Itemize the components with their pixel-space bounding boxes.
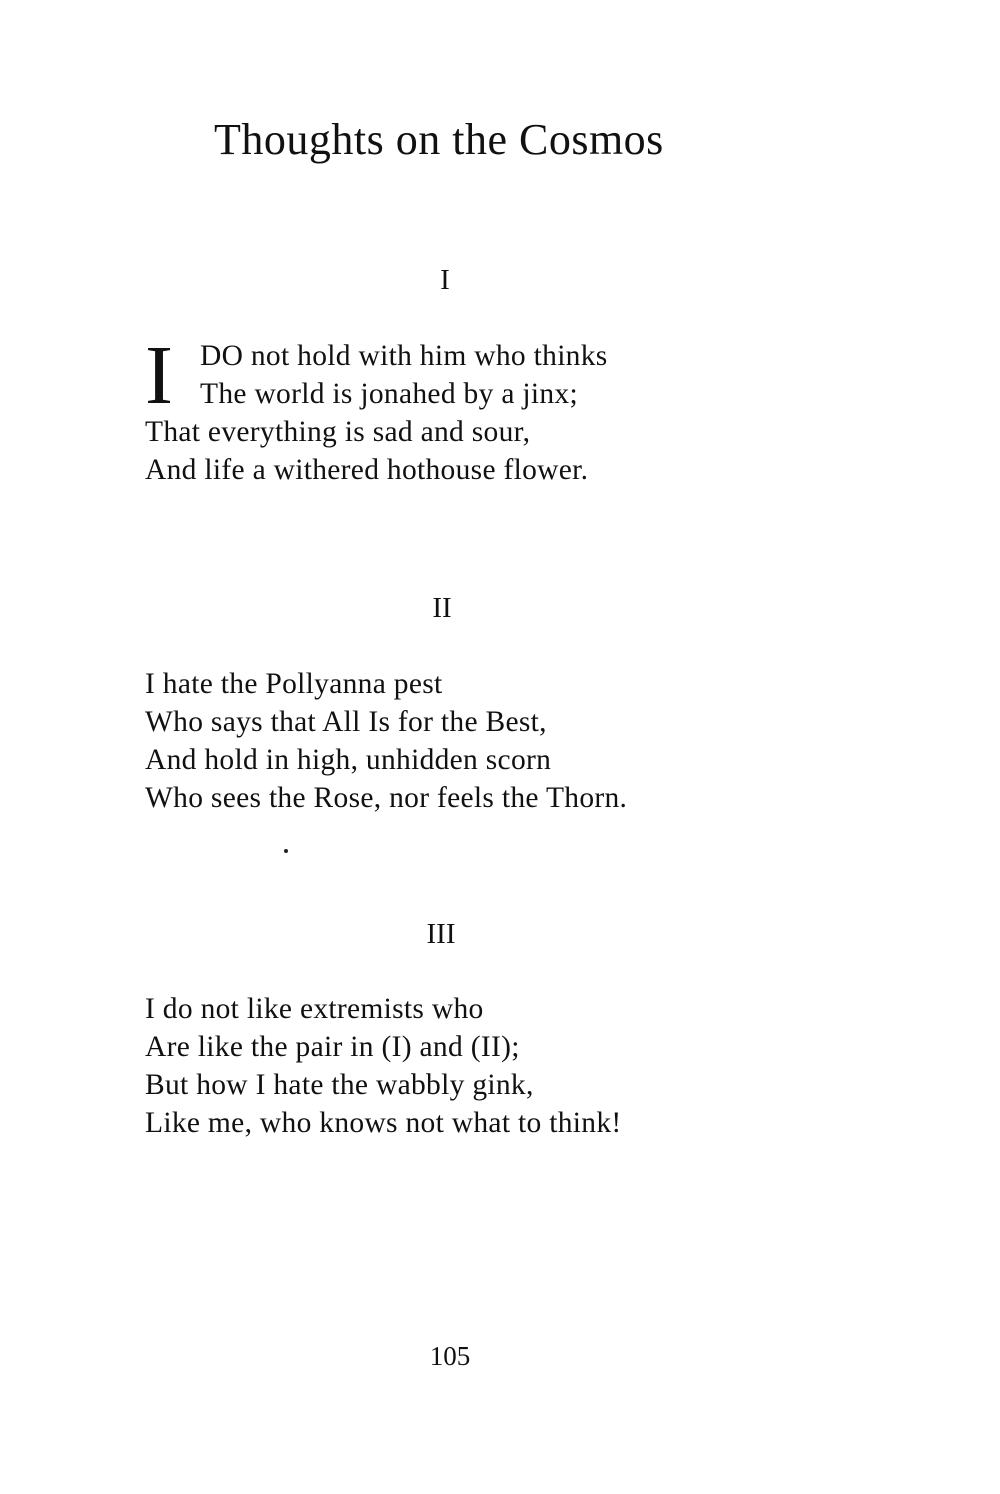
stanza-3 bbox=[145, 990, 865, 1150]
stanza-numeral-2: II bbox=[432, 592, 452, 624]
stanza-line: The world is jonahed by a jinx; bbox=[200, 378, 578, 410]
stanza-line: Like me, who knows not what to think! bbox=[145, 1107, 622, 1139]
ink-speck bbox=[284, 849, 288, 853]
page-title: Thoughts on the Cosmos bbox=[214, 115, 664, 164]
stanza-line: And hold in high, unhidden scorn bbox=[145, 744, 552, 776]
stanza-1 bbox=[145, 329, 865, 497]
stanza-line: DO not hold with him who thinks bbox=[200, 340, 608, 372]
stanza-numeral-1: I bbox=[440, 264, 450, 296]
stanza-2 bbox=[145, 665, 865, 825]
stanza-line: And life a withered hothouse flower. bbox=[145, 454, 589, 486]
stanza-line: I hate the Pollyanna pest bbox=[145, 668, 443, 700]
stanza-line: Are like the pair in (I) and (II); bbox=[145, 1031, 520, 1063]
stanza-line: Who sees the Rose, nor feels the Thorn. bbox=[145, 782, 628, 814]
stanza-line: Who says that All Is for the Best, bbox=[145, 706, 547, 738]
page-number: 105 bbox=[429, 1341, 471, 1371]
stanza-line: That everything is sad and sour, bbox=[145, 416, 531, 448]
stanza-numeral-3: III bbox=[426, 918, 456, 950]
stanza-line: I do not like extremists who bbox=[145, 993, 484, 1025]
drop-cap: I bbox=[145, 329, 173, 422]
stanza-line: But how I hate the wabbly gink, bbox=[145, 1069, 534, 1101]
